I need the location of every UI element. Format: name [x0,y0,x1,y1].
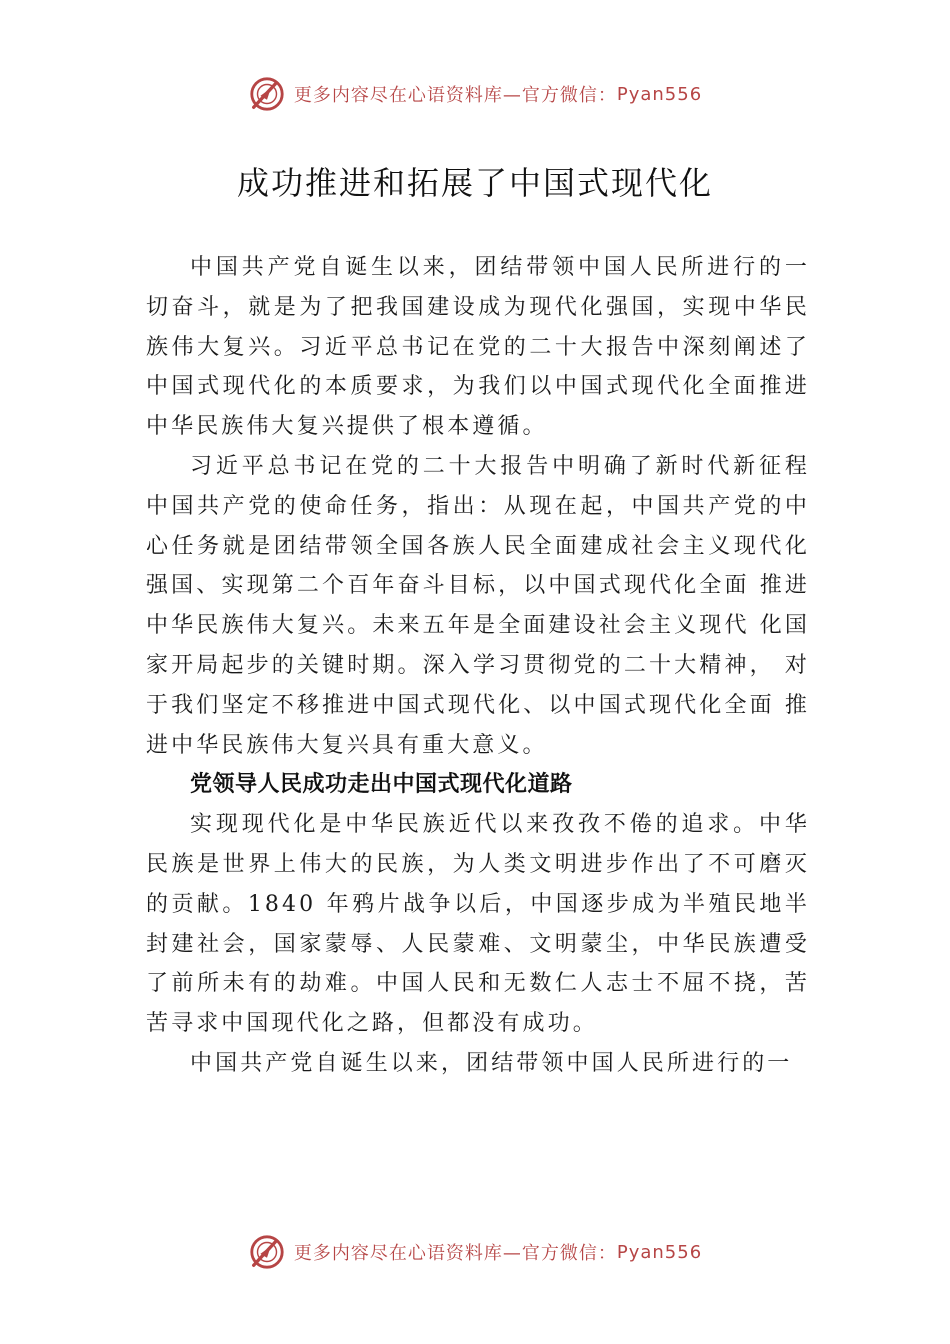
banner-text: 更多内容尽在心语资料库—官方微信： [293,85,617,106]
wechat-id: Pyan556 [616,83,703,105]
footer-banner [0,1230,950,1274]
banner-text: 更多内容尽在心语资料库—官方微信： [293,1243,617,1264]
paragraph: 中国共产党自诞生以来，团结带领中国人民所进行的一切奋斗，就是为了把我国建设成为现代化强国，实现中华民族伟大复兴。习近平总书记在党的二十大报告中深刻阐述了中国式现代化的本质要求，为我们以中国式现代化全面推进中华民族伟大复兴提供了根本遵循。 [146,255,810,440]
section-heading: 党领导人民成功走出中国式现代化道路 [190,772,573,798]
paragraph: 习近平总书记在党的二十大报告中明确了新时代新征程中国共产党的使命任务，指出：从现在起，中国共产党的中心任务就是团结带领全国各族人民全面建成社会主义现代化强国、实现第二个百年奋斗目标，以中国式现代化全面 推进中华民族伟大复兴。未来五年是全面建设社会主义现代 化国家开局起步的关键时期。深入学习贯彻党的二十大精神， 对于我们坚定不移推进中国式现代化、以中国式现代化全面 推进中华民族伟大复兴具有重大意义。 [146,453,810,758]
seal-logo-icon [248,1233,286,1271]
seal-logo-icon [248,75,286,113]
wechat-id: Pyan556 [616,1241,703,1263]
header-banner [0,72,950,116]
paragraph: 中国共产党自诞生以来，团结带领中国人民所进行的一 [190,1050,793,1076]
article-body [146,248,810,1084]
page-title: 成功推进和拓展了中国式现代化 [236,164,713,202]
paragraph: 实现现代化是中华民族近代以来孜孜不倦的追求。中华民族是世界上伟大的民族，为人类文明进步作出了不可磨灭的贡献。1840 年鸦片战争以后，中国逐步成为半殖民地半封建社会，国家蒙辱、人民蒙难、文明蒙尘，中华民族遭受了前所未有的劫难。中国人民和无数仁人志士不屈不挠，苦苦寻求中国现代化之路，但都没有成功。 [146,812,810,1037]
